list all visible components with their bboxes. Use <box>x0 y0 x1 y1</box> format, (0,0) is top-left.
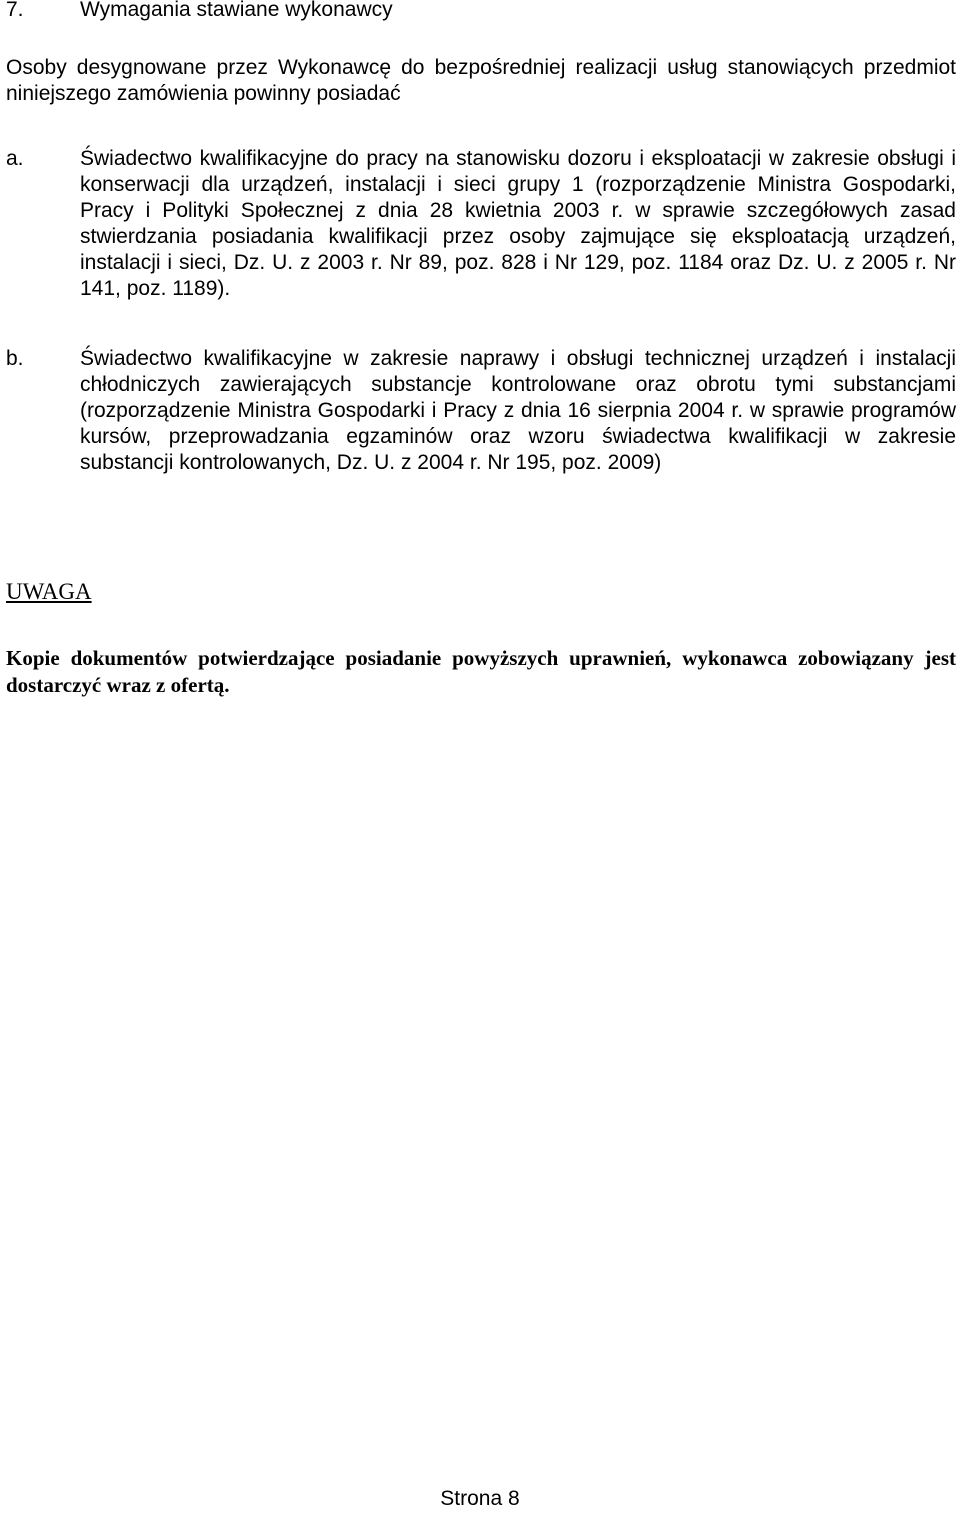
section-number: 7. <box>6 0 24 21</box>
page-footer: Strona 8 <box>440 1487 520 1510</box>
item-text: Świadectwo kwalifikacyjne do pracy na stanowisku dozoru i eksploatacji w zakresie obsługi i konserwacji dla urządzeń, instalacji i sieci grupy 1 (rozporządzenie Ministra Gospodarki, Pracy i Polityki Społecznej z dnia 28 kwietnia 2003 r. w sprawie szczegółowych zasad stwierdzania posiadania kwalifikacji przez osoby zajmujące się eksploatacją urządzeń, instalacji i sieci, Dz. U. z 2003 r. Nr 89, poz. 828 i Nr 129, poz. 1184 oraz Dz. U. z 2005 r. Nr 141, poz. 1189). <box>80 147 956 300</box>
section-title: Wymagania stawiane wykonawcy <box>80 0 393 21</box>
item-marker: b. <box>6 347 24 370</box>
requirement-item-a <box>6 146 956 302</box>
uwaga-heading: UWAGA <box>6 579 92 604</box>
item-text: Świadectwo kwalifikacyjne w zakresie naprawy i obsługi technicznej urządzeń i instalacji chłodniczych zawierających substancje kontrolowane oraz obrotu tymi substancjami (rozporządzenie Ministra Gospodarki i Pracy z dnia 16 sierpnia 2004 r. w sprawie programów kursów, przeprowadzania egzaminów oraz wzoru świadectwa kwalifikacji w zakresie substancji kontrolowanych, Dz. U. z 2004 r. Nr 195, poz. 2009) <box>80 347 956 474</box>
section-heading <box>6 0 946 23</box>
requirement-item-b <box>6 346 956 476</box>
intro-paragraph: Osoby desygnowane przez Wykonawcę do bezpośredniej realizacji usług stanowiących przedmiot niniejszego zamówienia powinny posiadać <box>6 56 956 105</box>
item-marker: a. <box>6 147 24 170</box>
uwaga-notice: Kopie dokumentów potwierdzające posiadanie powyższych uprawnień, wykonawca zobowiązany jest dostarczyć wraz z ofertą. <box>6 646 956 697</box>
